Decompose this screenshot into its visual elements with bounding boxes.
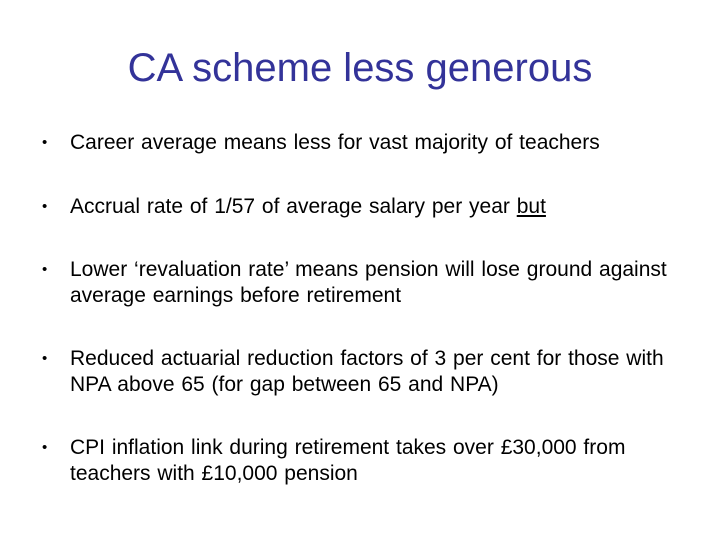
bullet-text [70, 194, 696, 220]
bullet-text: CPI inflation link during retirement takes over £30,000 from teachers with £10,000 pension [70, 436, 626, 485]
bullet-dot-icon: • [42, 439, 48, 456]
bullet-text: Reduced actuarial reduction factors of 3 per cent for those with NPA above 65 (for gap between 65 and NPA) [70, 347, 664, 396]
bullet-text: Career average means less for vast majority of teachers [70, 131, 600, 154]
bullet-emphasis: but [516, 195, 546, 218]
bullet-dot-icon: • [42, 198, 48, 215]
bullet-dot-icon: • [42, 350, 48, 367]
bullet-item [36, 435, 696, 487]
bullet-text: Lower ‘revaluation rate’ means pension will lose ground against average earnings before retirement [70, 258, 667, 307]
bullet-dot-icon: • [42, 261, 48, 278]
bullet-text-main: Accrual rate of 1/57 of average salary per year [70, 195, 517, 218]
bullet-dot-icon: • [42, 134, 48, 151]
bullet-item [36, 257, 696, 309]
bullet-item [36, 194, 696, 220]
bullet-item [36, 346, 696, 398]
slide-title: CA scheme less generous [127, 46, 593, 90]
bullet-item [36, 130, 696, 156]
